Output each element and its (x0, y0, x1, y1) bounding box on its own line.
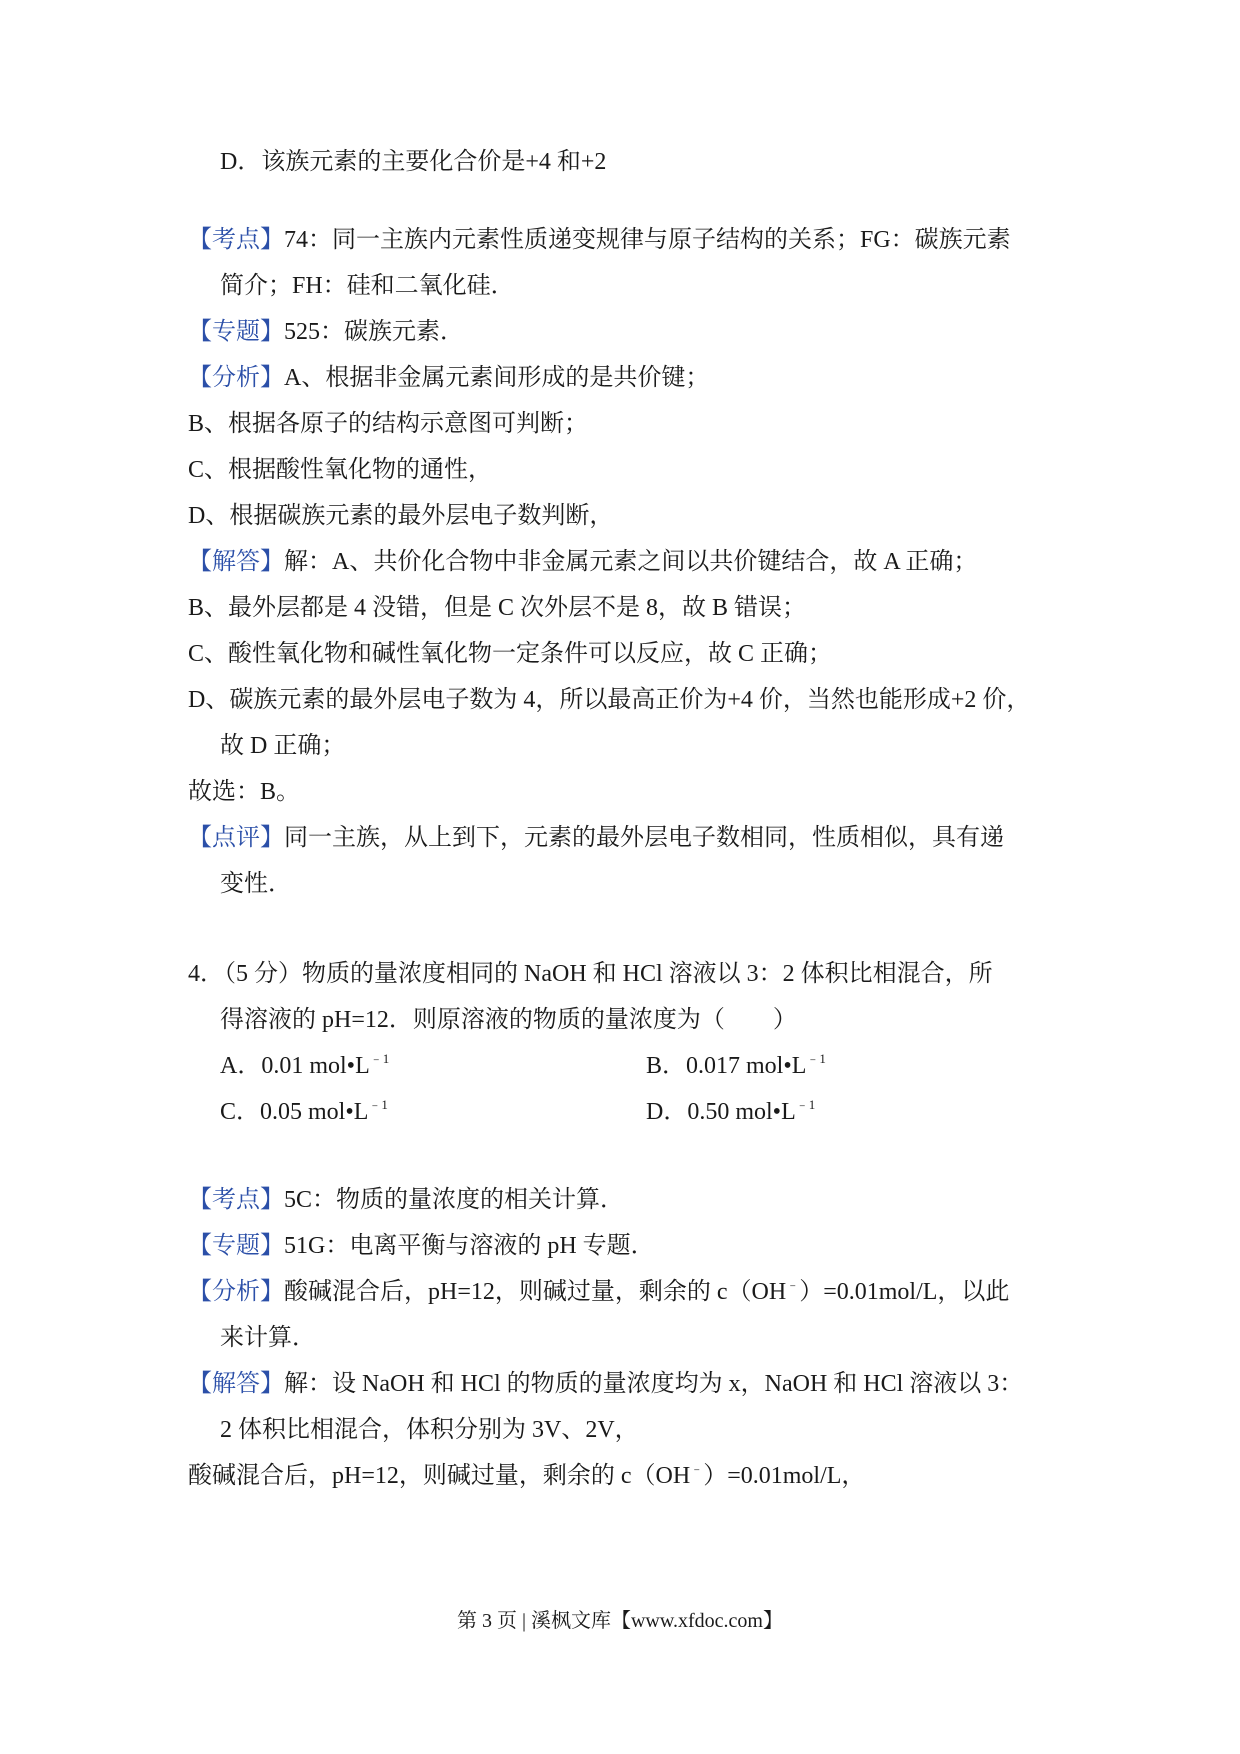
jieda-text: 解：A、共价化合物中非金属元素之间以共价键结合，故 A 正确； (284, 549, 978, 575)
q4-zhuanti (188, 1230, 655, 1262)
q3-jieda-line-5: 故 D 正确； (220, 733, 346, 759)
zhuanti-text: 51G：电离平衡与溶液的 pH 专题． (284, 1233, 655, 1259)
jieda-text: 解：设 NaOH 和 HCl 的物质的量浓度均为 x，NaOH 和 HCl 溶液以 3： (284, 1371, 1024, 1397)
q3-kaodian-line-2: 简介；FH：硅和二氧化硅． (220, 273, 515, 299)
dianping-tag: 【点评】 (188, 825, 284, 851)
q3-fenxi-line-3: C、根据酸性氧化物的通性， (188, 457, 493, 483)
unit-superscript: ﹣1 (795, 1097, 816, 1112)
fenxi-text-b: ）=0.01mol/L，以此 (799, 1279, 1010, 1305)
option-label: B．0.017 mol•L (646, 1053, 807, 1079)
fenxi-tag: 【分析】 (188, 1279, 284, 1305)
q4-fenxi-line-2: 来计算． (220, 1325, 316, 1351)
q3-jieda-line-2: B、最外层都是 4 没错，但是 C 次外层不是 8，故 B 错误； (188, 595, 807, 621)
unit-superscript: ﹣1 (806, 1051, 826, 1066)
q3-jieda-line-1 (188, 546, 977, 578)
q4-stem-line-1: 4．（5 分）物质的量浓度相同的 NaOH 和 HCl 溶液以 3：2 体积比相混合，所 (188, 961, 993, 987)
zhuanti-text: 525：碳族元素． (284, 319, 464, 345)
option-label: C．0.05 mol•L (220, 1099, 369, 1125)
kaodian-text: 74：同一主族内元素性质递变规律与原子结构的关系；FG：碳族元素 (284, 227, 1011, 253)
jieda-tag: 【解答】 (188, 1371, 284, 1397)
q3-fenxi-line-4: D、根据碳族元素的最外层电子数判断， (188, 503, 614, 529)
option-label: D．0.50 mol•L (646, 1099, 796, 1125)
zhuanti-tag: 【专题】 (188, 319, 284, 345)
q3-dianping-line-1 (188, 822, 1004, 854)
oh-superscript: ﹣ (690, 1461, 704, 1476)
q4-jieda-line-2: 2 体积比相混合，体积分别为 3V、2V， (220, 1417, 639, 1443)
q4-stem-line-2: 得溶液的 pH=12．则原溶液的物质的量浓度为（ ） (220, 1007, 797, 1033)
q3-zhuanti (188, 316, 464, 348)
zhuanti-tag: 【专题】 (188, 1233, 284, 1259)
q3-option-d: D．该族元素的主要化合价是+4 和+2 (220, 149, 607, 175)
jieda-tag: 【解答】 (188, 549, 284, 575)
option-label: A．0.01 mol•L (220, 1053, 370, 1079)
q4-option-b (646, 1050, 826, 1082)
q4-jieda-line-1 (188, 1368, 1023, 1400)
q4-kaodian (188, 1184, 624, 1216)
q4-fenxi-line-1 (188, 1276, 1009, 1308)
q3-kaodian-line-1 (188, 224, 1011, 256)
q4-option-d (646, 1096, 815, 1128)
q3-jieda-line-6: 故选：B。 (188, 779, 301, 805)
dianping-text: 同一主族，从上到下，元素的最外层电子数相同，性质相似，具有递 (284, 825, 1004, 851)
oh-superscript: ﹣ (786, 1277, 800, 1292)
kaodian-text: 5C：物质的量浓度的相关计算． (284, 1187, 625, 1213)
q3-fenxi-line-1 (188, 362, 709, 394)
kaodian-tag: 【考点】 (188, 1187, 284, 1213)
q4-option-a (220, 1050, 389, 1082)
q4-option-c (220, 1096, 388, 1128)
kaodian-tag: 【考点】 (188, 227, 284, 253)
fenxi-tag: 【分析】 (188, 365, 284, 391)
q3-jieda-line-3: C、酸性氧化物和碱性氧化物一定条件可以反应，故 C 正确； (188, 641, 833, 667)
unit-superscript: ﹣1 (368, 1097, 388, 1112)
q3-dianping-line-2: 变性． (220, 871, 292, 897)
jieda-text-b: ）=0.01mol/L， (703, 1463, 866, 1489)
q3-jieda-line-4: D、碳族元素的最外层电子数为 4，所以最高正价为+4 价，当然也能形成+2 价， (188, 687, 1031, 713)
jieda-text-a: 酸碱混合后，pH=12，则碱过量，剩余的 c（OH (188, 1463, 691, 1489)
page-footer: 第 3 页 | 溪枫文库【www.xfdoc.com】 (456, 1610, 783, 1632)
fenxi-text-a: 酸碱混合后，pH=12，则碱过量，剩余的 c（OH (284, 1279, 787, 1305)
fenxi-text: A、根据非金属元素间形成的是共价键； (284, 365, 710, 391)
unit-superscript: ﹣1 (369, 1051, 390, 1066)
q4-jieda-line-3 (188, 1460, 865, 1492)
q3-fenxi-line-2: B、根据各原子的结构示意图可判断； (188, 411, 589, 437)
